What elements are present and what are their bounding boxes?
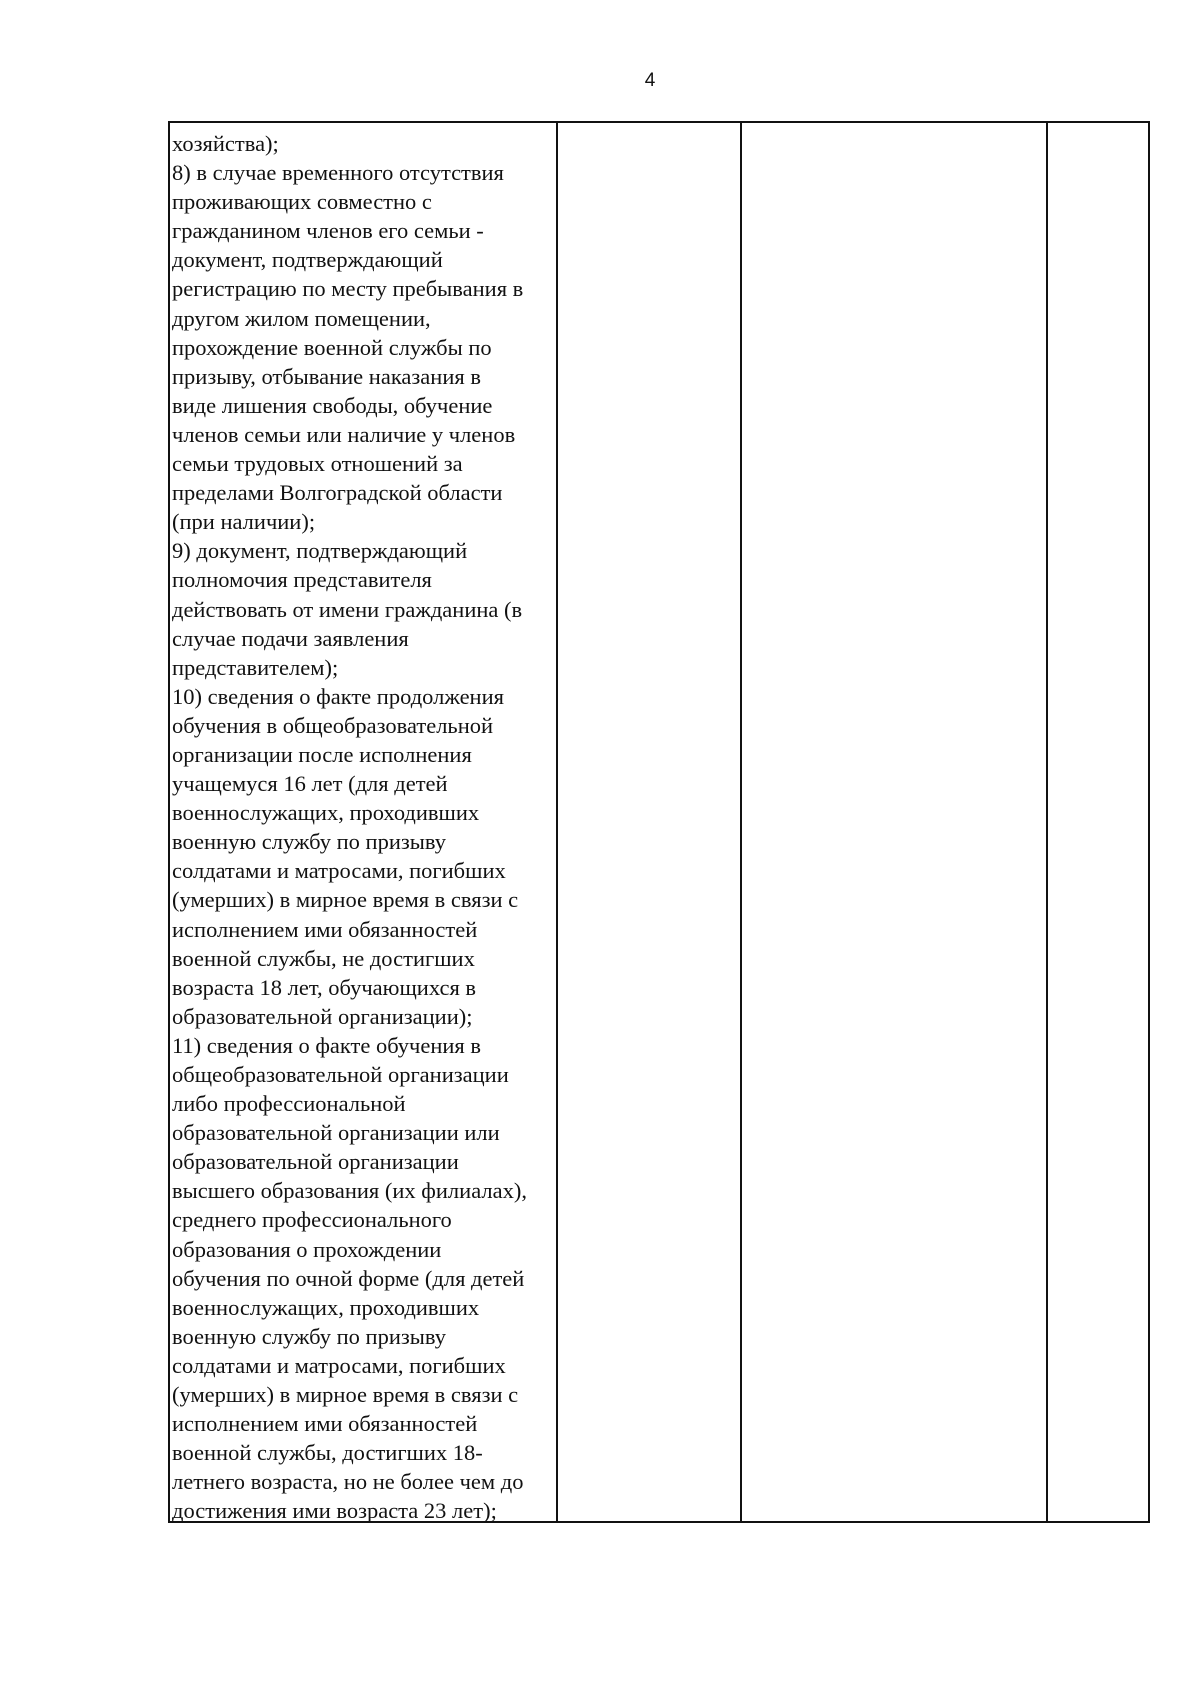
cell-text-line: летнего возраста, но не более чем до <box>172 1469 524 1495</box>
cell-text-line: гражданином членов его семьи - <box>172 218 484 244</box>
cell-text-line: 11) сведения о факте обучения в <box>172 1032 482 1058</box>
cell-text-line: проживающих совместно с <box>172 189 432 215</box>
cell-text-line: действовать от имени гражданина (в <box>172 596 523 622</box>
page-number: 4 <box>644 70 656 91</box>
column-divider <box>740 123 742 1521</box>
cell-text-line: призыву, отбывание наказания в <box>172 363 481 389</box>
column-divider <box>1046 123 1048 1521</box>
cell-text-line: виде лишения свободы, обучение <box>172 392 493 418</box>
cell-text-line: 8) в случае временного отсутствия <box>172 160 504 186</box>
cell-text-line: военнослужащих, проходивших <box>172 1294 480 1320</box>
cell-text-line: регистрацию по месту пребывания в <box>172 276 524 302</box>
cell-text-line: документ, подтверждающий <box>172 247 443 273</box>
cell-text-line: обучения в общеобразовательной <box>172 712 494 738</box>
cell-text-line: военную службу по призыву <box>172 1323 446 1349</box>
cell-text-line: исполнением ими обязанностей <box>172 916 478 942</box>
cell-text-line: образовательной организации <box>172 1149 459 1175</box>
cell-text-line: обучения по очной форме (для детей <box>172 1265 525 1291</box>
column-divider <box>556 123 558 1521</box>
table-cell-requirements <box>172 129 552 1526</box>
cell-text-line: другом жилом помещении, <box>172 305 431 331</box>
cell-text-line: военной службы, достигших 18- <box>172 1440 483 1466</box>
document-table <box>168 121 1150 1523</box>
cell-text-line: полномочия представителя <box>172 567 432 593</box>
cell-text-line: 10) сведения о факте продолжения <box>172 683 504 709</box>
cell-text-line: семьи трудовых отношений за <box>172 451 463 477</box>
cell-text-line: образовательной организации); <box>172 1003 473 1029</box>
cell-text-line: либо профессиональной <box>172 1091 406 1117</box>
cell-text-line: (умерших) в мирное время в связи с <box>172 1382 519 1408</box>
cell-text-line: возраста 18 лет, обучающихся в <box>172 974 477 1000</box>
cell-text-line: образования о прохождении <box>172 1236 442 1262</box>
cell-text-line: представителем); <box>172 654 339 680</box>
cell-text-line: образовательной организации или <box>172 1120 500 1146</box>
cell-text-line: общеобразовательной организации <box>172 1062 509 1087</box>
cell-text-line: случае подачи заявления <box>172 625 409 651</box>
cell-text-line: учащемуся 16 лет (для детей <box>172 771 448 797</box>
cell-text-line: военнослужащих, проходивших <box>172 800 480 826</box>
cell-text-line: солдатами и матросами, погибших <box>172 858 506 884</box>
cell-text-line: пределами Волгоградской области <box>172 480 503 506</box>
cell-text-line: хозяйства); <box>172 131 279 156</box>
cell-text-line: организации после исполнения <box>172 741 472 767</box>
cell-text-line: высшего образования (их филиалах), <box>172 1178 527 1204</box>
cell-text-line: солдатами и матросами, погибших <box>172 1352 506 1378</box>
cell-text-line: достижения ими возраста 23 лет); <box>172 1498 497 1524</box>
cell-text-line: военной службы, не достигших <box>172 945 475 971</box>
cell-text-line: военную службу по призыву <box>172 829 446 855</box>
cell-text-line: (умерших) в мирное время в связи с <box>172 887 519 913</box>
cell-text-line: членов семьи или наличие у членов <box>172 421 516 447</box>
cell-text-line: прохождение военной службы по <box>172 334 492 360</box>
cell-text-line: среднего профессионального <box>172 1207 452 1233</box>
cell-text-line: исполнением ими обязанностей <box>172 1411 478 1437</box>
cell-text-line: (при наличии); <box>172 509 316 535</box>
cell-text-line: 9) документ, подтверждающий <box>172 538 468 564</box>
